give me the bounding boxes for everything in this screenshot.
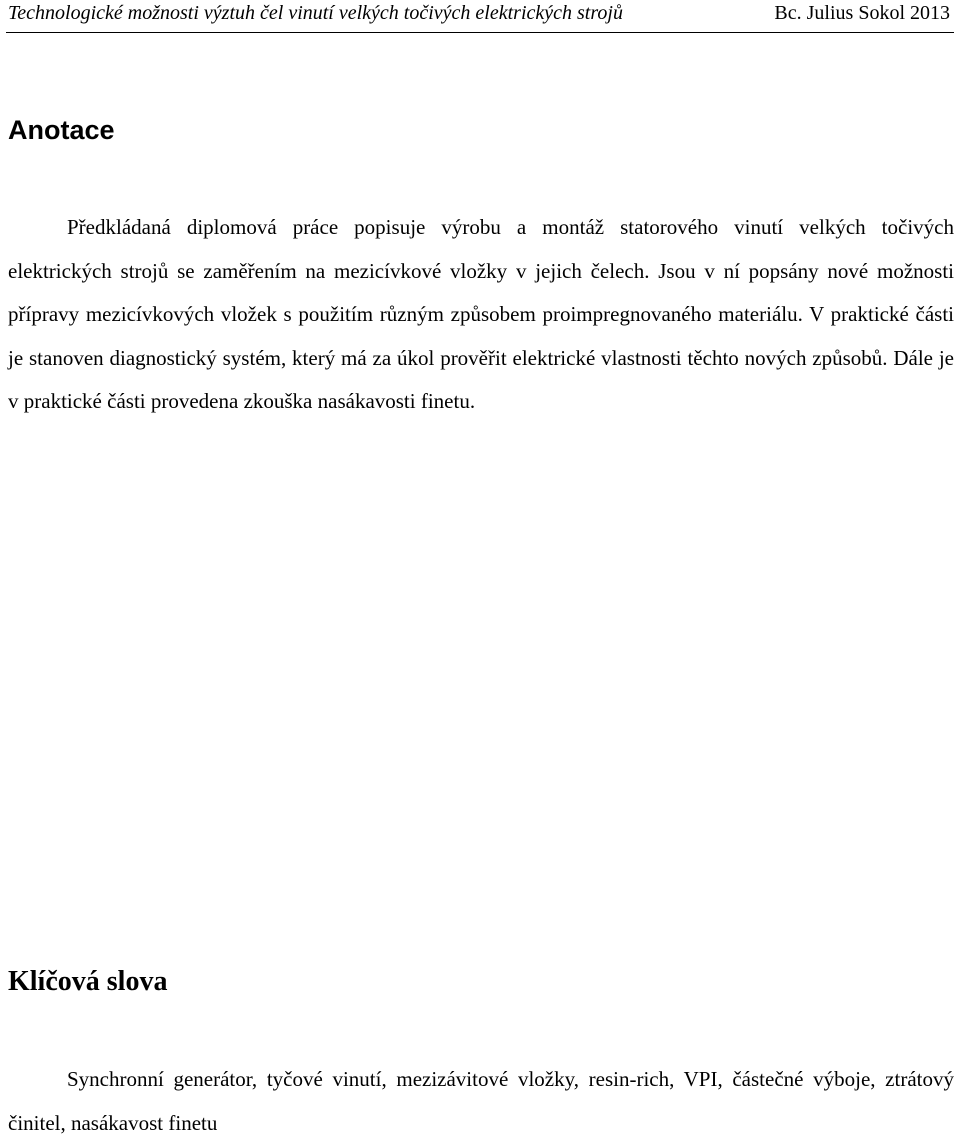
- keywords-heading: Klíčová slova: [8, 966, 168, 997]
- annotation-paragraph: Předkládaná diplomová práce popisuje výrobu a montáž statorového vinutí velkých točivých elektrických strojů se zaměřením na mezicívkové vložky v jejich čelech. Jsou v ní popsány nové možnosti přípravy mezicívkových vložek s použitím různým způsobem proimpregnovaného materiálu. V praktické části je stanoven diagnostický systém, který má za úkol prověřit elektrické vlastnosti těchto nových způsobů. Dále je v praktické části provedena zkouška nasákavosti finetu.: [8, 215, 954, 413]
- annotation-heading: Anotace: [8, 115, 115, 145]
- running-header: [6, 0, 954, 33]
- document-title: Technologické možnosti výztuh čel vinutí velkých točivých elektrických strojů: [8, 2, 623, 24]
- keywords-paragraph: Synchronní generátor, tyčové vinutí, mezizávitové vložky, resin-rich, VPI, částečné výboje, ztrátový činitel, nasákavost finetu: [8, 1067, 954, 1135]
- author-year: Bc. Julius Sokol 2013: [774, 2, 950, 24]
